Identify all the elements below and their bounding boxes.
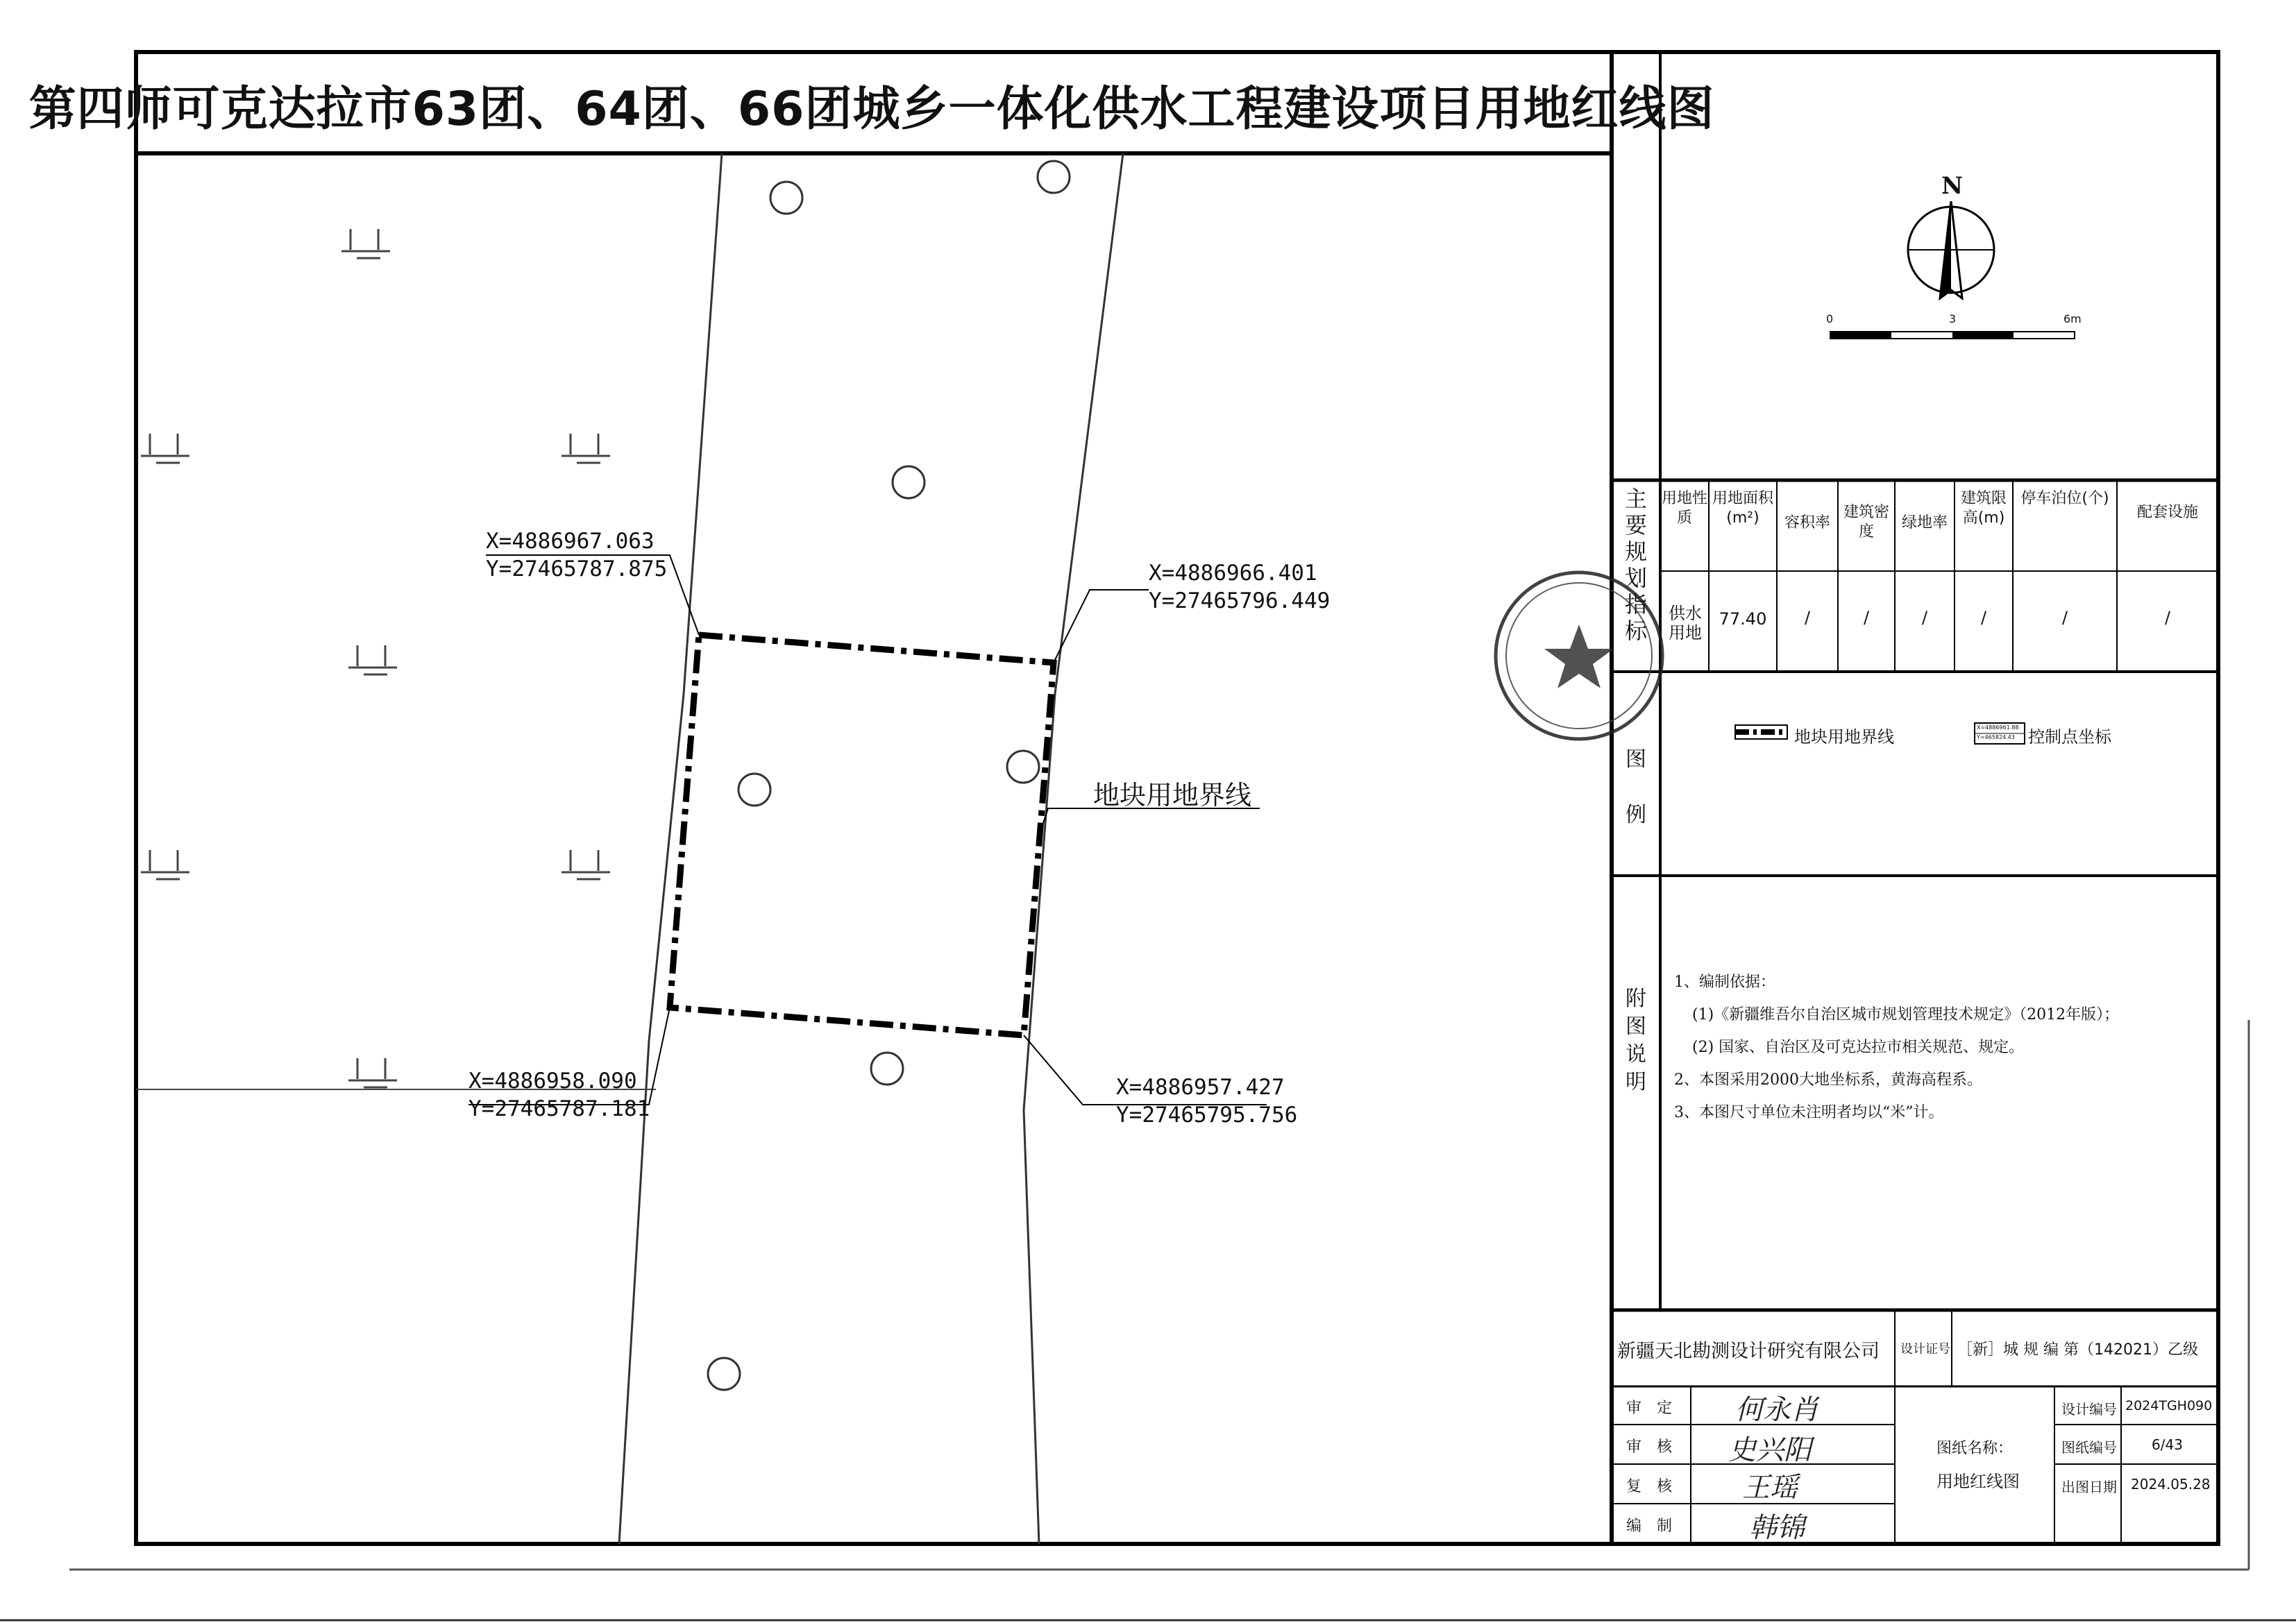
- coord-nw-x: X=4886967.063: [486, 529, 655, 554]
- header-height: 建筑限高(m): [1960, 490, 2007, 527]
- drawing-title: 第四师可克达拉市63团、64团、66团城乡一体化供水工程建设项目用地红线图: [28, 81, 1715, 137]
- header-green: 绿地率: [1901, 514, 1948, 532]
- cell-far: /: [1804, 608, 1811, 627]
- indicators-side-label: 主要规划指标: [1624, 486, 1647, 644]
- note-line-2: (1)《新疆维吾尔自治区城市规划管理技术规定》（2012年版）；: [1692, 1006, 2120, 1023]
- cell-density: /: [1863, 608, 1870, 627]
- date-value: 2024.05.28: [2131, 1476, 2211, 1493]
- date-label: 出图日期: [2061, 1479, 2117, 1495]
- role-recheck: 复 核: [1626, 1478, 1673, 1495]
- company-name: 新疆天北勘测设计研究有限公司: [1617, 1341, 1880, 1362]
- cert-label: 设计证号: [1900, 1342, 1950, 1357]
- coord-se: [1116, 1073, 1297, 1129]
- note-line-3: (2) 国家、自治区及可克达拉市相关规范、规定。: [1692, 1039, 2025, 1056]
- header-area: 用地面积(m²): [1712, 490, 1773, 527]
- cell-area: 77.40: [1719, 609, 1767, 629]
- scale-label-3: 3: [1949, 312, 1957, 325]
- signature-compile: 韩锦: [1749, 1512, 1805, 1544]
- legend-control-sample: X=4886961.88 Y=465824.43: [1977, 724, 2019, 740]
- legend-side-label: 图例: [1626, 747, 1646, 827]
- coord-se-y: Y=27465795.756: [1116, 1103, 1298, 1128]
- coord-ne-y: Y=27465796.449: [1149, 588, 1331, 613]
- cell-parking: /: [2061, 608, 2068, 627]
- coord-nw-y: Y=27465787.875: [486, 556, 668, 581]
- role-review: 审 核: [1626, 1438, 1673, 1456]
- note-line-1: 1、编制依据：: [1674, 974, 1775, 991]
- coord-se-x: X=4886957.427: [1116, 1075, 1285, 1100]
- design-no-label: 设计编号: [2061, 1401, 2117, 1418]
- coord-ne: [1149, 559, 1330, 615]
- boundary-label: 地块用地界线: [1093, 780, 1252, 810]
- scale-label-6: 6m: [2063, 312, 2082, 325]
- coord-sw-x: X=4886958.090: [469, 1069, 637, 1094]
- header-facilities: 配套设施: [2136, 504, 2198, 521]
- signature-recheck: 王瑶: [1742, 1472, 1798, 1504]
- header-far: 容积率: [1784, 514, 1830, 532]
- role-compile: 编 制: [1626, 1518, 1673, 1535]
- cert-value: ［新］城 规 编 第（142021）乙级: [1957, 1341, 2198, 1359]
- cell-green: /: [1921, 608, 1928, 627]
- coord-sw-y: Y=27465787.181: [469, 1096, 650, 1121]
- north-label: N: [1941, 172, 1964, 200]
- drawing-no-label: 图纸编号: [2061, 1439, 2117, 1456]
- cell-facilities: /: [2164, 608, 2171, 627]
- signature-review: 史兴阳: [1728, 1434, 1812, 1466]
- note-line-5: 3、本图尺寸单位未注明者均以“米”计。: [1674, 1104, 1944, 1121]
- cell-land-use: 供水用地: [1669, 604, 1702, 643]
- role-approve: 审 定: [1626, 1400, 1673, 1417]
- signature-approve: 何永肖: [1735, 1394, 1818, 1426]
- north-arrow-icon: [1908, 201, 1994, 298]
- note-line-4: 2、本图采用2000大地坐标系，黄海高程系。: [1674, 1071, 1982, 1089]
- coord-ne-x: X=4886966.401: [1149, 561, 1317, 586]
- cell-height: /: [1980, 608, 1987, 627]
- drawing-name-label: 图纸名称：: [1936, 1440, 2014, 1457]
- legend-boundary-label: 地块用地界线: [1794, 727, 1894, 747]
- design-no: 2024TGH090: [2125, 1398, 2213, 1413]
- legend-control-label: 控制点坐标: [2028, 727, 2111, 747]
- notes-side-label: 附图说明: [1626, 987, 1646, 1094]
- coord-sw: [469, 1067, 650, 1123]
- scale-label-0: 0: [1826, 312, 1834, 325]
- drawing-name: 用地红线图: [1936, 1472, 2020, 1491]
- header-land-use: 用地性质: [1661, 490, 1707, 527]
- header-parking: 停车泊位(个): [2020, 490, 2109, 507]
- drawing-no: 6/43: [2152, 1436, 2183, 1453]
- parcel-boundary: [670, 635, 1054, 1035]
- coord-nw: [486, 527, 667, 583]
- header-density: 建筑密度: [1843, 504, 1889, 541]
- scale-bar: [1830, 332, 2075, 339]
